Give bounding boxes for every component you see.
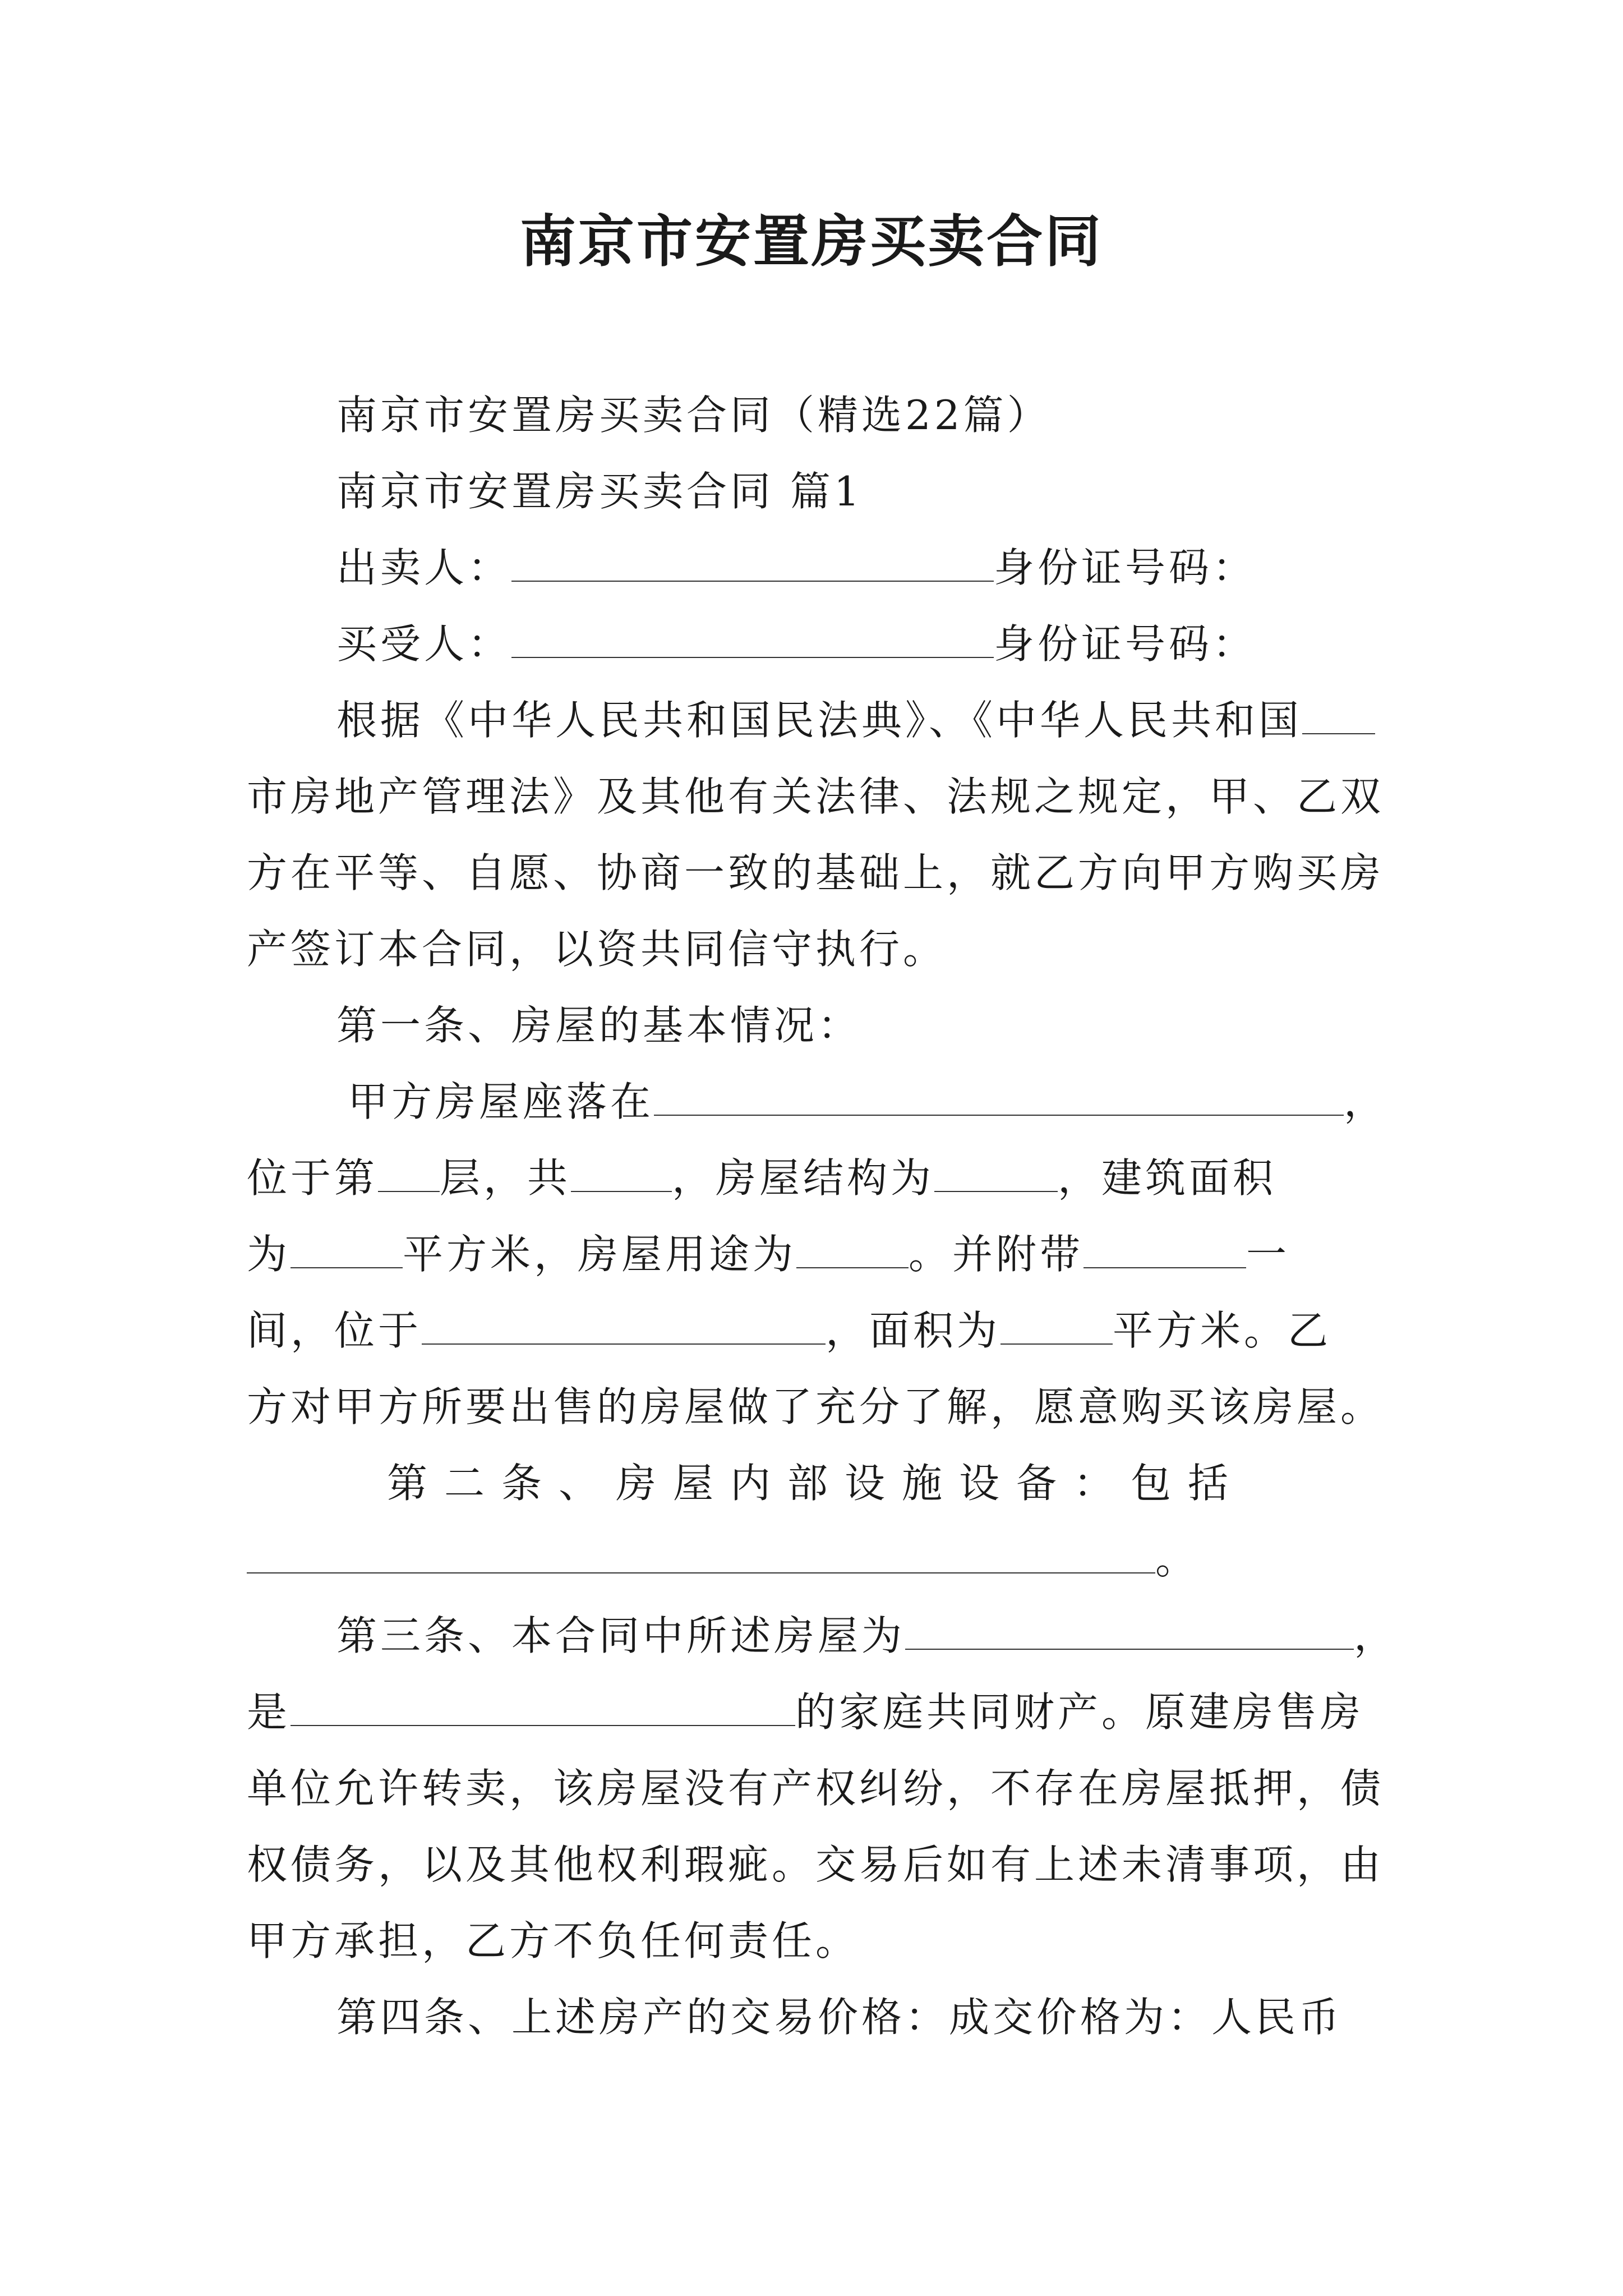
text: ，建筑面积: [1058, 1154, 1277, 1202]
structure-blank: [934, 1157, 1058, 1192]
article-4-line-1: 第四条、上述房产的交易价格：成交价格为：人民币: [336, 1994, 1343, 2041]
article-2-line-2: [247, 1531, 1199, 1588]
article-1-line-4: [247, 1303, 1331, 1359]
usage-blank: [796, 1234, 909, 1268]
text: ，: [1354, 1612, 1398, 1659]
area-blank: [291, 1234, 403, 1268]
article-3-line-1: [336, 1608, 1398, 1664]
property-owner-blank: [905, 1615, 1354, 1650]
preamble-text: 根据《中华人民共和国民法典》、《中华人民共和国: [336, 697, 1303, 744]
article-1-line-1: [348, 1074, 1387, 1130]
text: 一: [1246, 1231, 1290, 1278]
text: 位于第: [247, 1154, 379, 1202]
text: 层，共: [440, 1154, 571, 1202]
text: 间，位于: [247, 1307, 422, 1354]
buyer-line: [336, 616, 1256, 672]
text: 。: [1155, 1536, 1200, 1583]
document-title: 南京市安置房买卖合同: [520, 208, 1103, 274]
text: 。并附带: [909, 1231, 1084, 1278]
facilities-blank: [247, 1539, 1155, 1573]
article-2-line-1: 第二条、房屋内部设施设备：包括: [387, 1460, 1246, 1507]
text: 第三条、本合同中所述房屋为: [336, 1612, 906, 1659]
text: 平方米。乙: [1113, 1307, 1332, 1354]
article-1-line-3: [247, 1226, 1290, 1282]
attached-location-blank: [422, 1310, 826, 1345]
text: 的家庭共同财产。原建房售房: [795, 1688, 1364, 1736]
location-blank: [654, 1081, 1344, 1116]
article-3-line-3: 单位允许转卖，该房屋没有产权纠纷，不存在房屋抵押，债: [247, 1765, 1385, 1812]
article-3-line-5: 甲方承担，乙方不负任何责任。: [247, 1917, 860, 1964]
text: ，: [1344, 1078, 1388, 1125]
buyer-label: 买受人：: [336, 620, 512, 668]
preamble-line-2: 市房地产管理法》及其他有关法律、法规之规定，甲、乙双: [247, 773, 1385, 820]
seller-name-blank: [511, 547, 994, 582]
article-1-line-2: [247, 1150, 1276, 1206]
text: 为: [247, 1231, 291, 1278]
subtitle: 南京市安置房买卖合同（精选22篇）: [336, 392, 1051, 439]
preamble-line-4: 产签订本合同，以资共同信守执行。: [247, 926, 947, 973]
family-blank: [291, 1691, 795, 1726]
article-3-line-2: [247, 1684, 1364, 1740]
text: 平方米，房屋用途为: [403, 1231, 797, 1278]
buyer-name-blank: [511, 623, 994, 658]
article-1-line-5: 方对甲方所要出售的房屋做了充分了解，愿意购买该房屋。: [247, 1383, 1385, 1430]
seller-line: [336, 540, 1256, 596]
text: ，面积为: [826, 1307, 1001, 1354]
article-1-heading: 第一条、房屋的基本情况：: [336, 1002, 862, 1049]
seller-id-label: 身份证号码：: [994, 544, 1257, 591]
total-floors-blank: [571, 1157, 672, 1192]
text: 是: [247, 1688, 291, 1736]
preamble-line-1: [336, 692, 1375, 748]
buyer-id-label: 身份证号码：: [994, 620, 1257, 668]
floor-blank: [378, 1157, 440, 1192]
attached-blank: [1083, 1234, 1246, 1268]
article-3-line-4: 权债务，以及其他权利瑕疵。交易后如有上述未清事项，由: [247, 1841, 1385, 1888]
text: ，房屋结构为: [672, 1154, 935, 1202]
city-blank: [1302, 700, 1375, 734]
preamble-line-3: 方在平等、自愿、协商一致的基础上，就乙方向甲方购买房: [247, 849, 1385, 896]
attached-area-blank: [1000, 1310, 1113, 1345]
article-heading: 南京市安置房买卖合同 篇1: [336, 468, 863, 515]
text: 甲方房屋座落在: [348, 1078, 654, 1125]
seller-label: 出卖人：: [336, 544, 512, 591]
